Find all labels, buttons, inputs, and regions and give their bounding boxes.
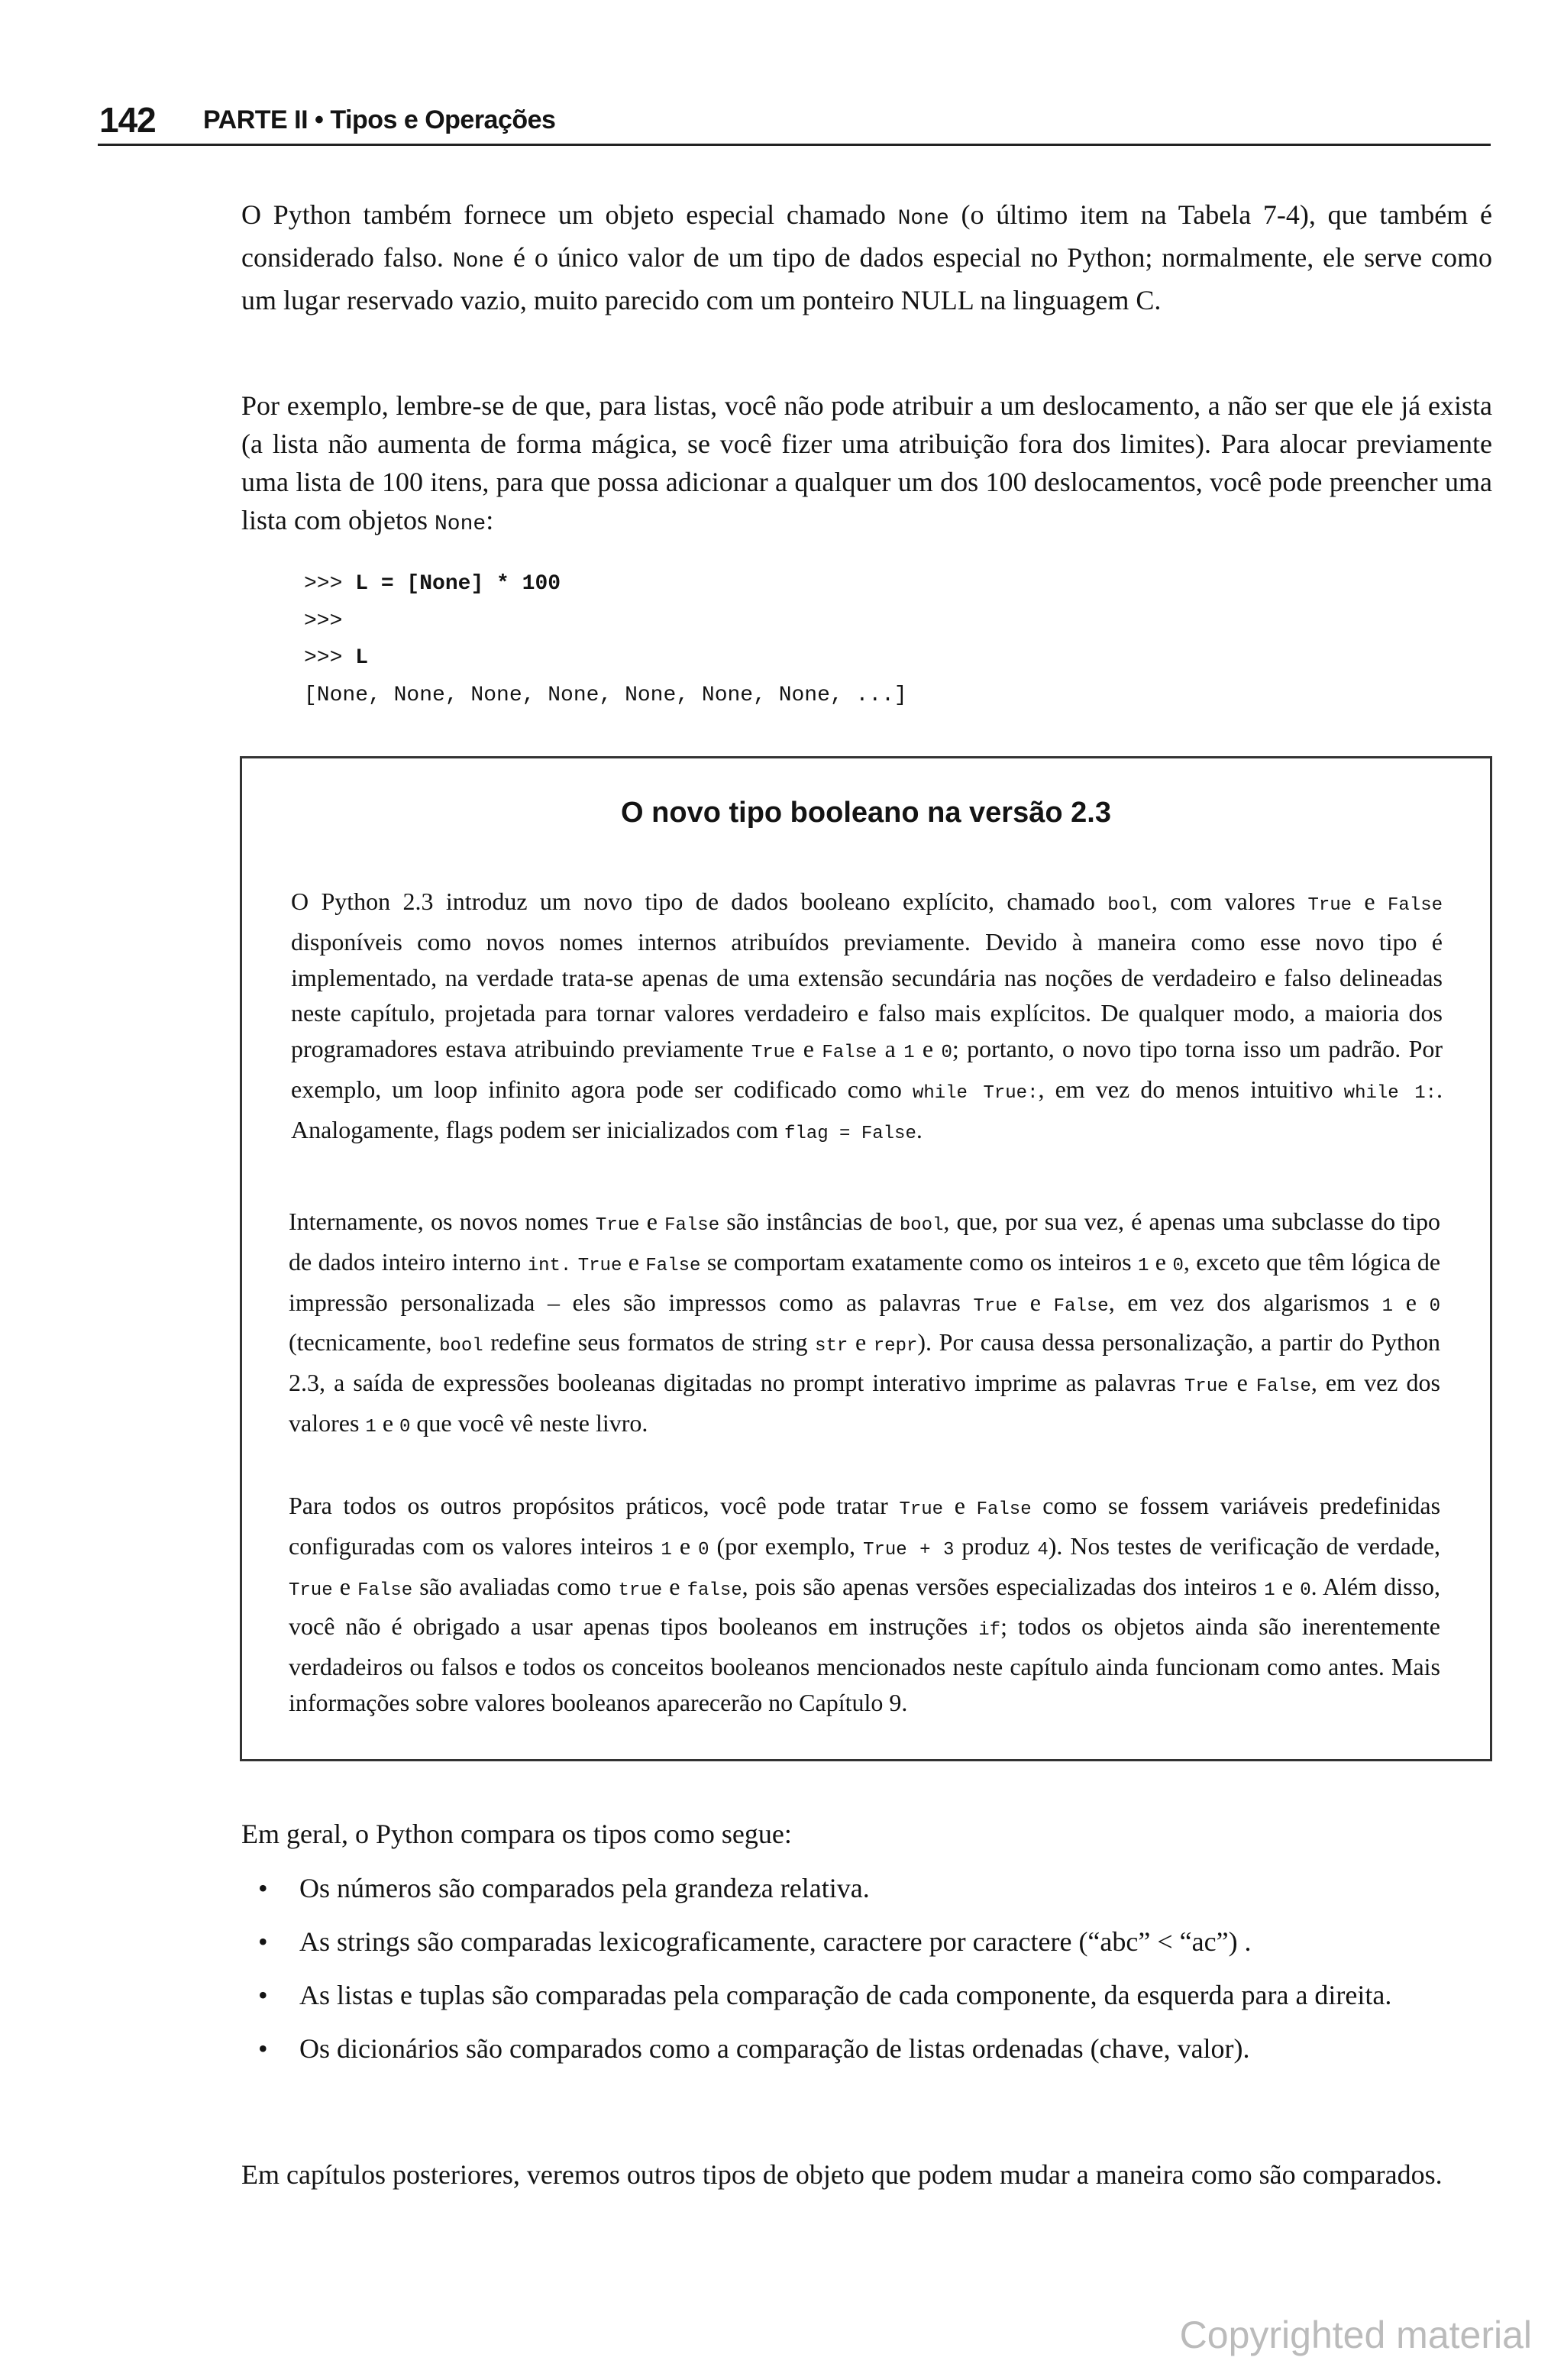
- bullet-icon: •: [258, 1926, 268, 1957]
- comparison-list: [241, 1868, 1492, 2082]
- sidebar-paragraph-1: O Python 2.3 introduz um novo tipo de dados booleano explícito, chamado bool, com valores True e False disponíveis como novos nomes internos atribuídos previamente. Devido à maneira como esse novo tipo é implementado, na verdade trata-se apenas de uma extensão secundária nas noções de verdadeiro e falso delineadas neste capítulo, projetada para tornar valores verdadeiro e falso mais explícitos. De qualquer modo, a maioria dos programadores estava atribuindo previamente True e False a 1 e 0; portanto, o novo tipo torna isso um padrão. Por exemplo, um loop infinito agora pode ser codificado como while True:, em vez do menos intuitivo while 1:. Analogamente, flags podem ser inicializados com flag = False.: [291, 888, 1443, 1144]
- page-header: [98, 96, 1491, 146]
- paragraph-none-object: O Python também fornece um objeto especial chamado None (o último item na Tabela 7-4), que também é considerado falso. None é o único valor de um tipo de dados especial no Python; normalmente, ele serve como um lugar reservado vazio, muito parecido com um ponteiro NULL na linguagem C.: [241, 199, 1492, 315]
- list-item: • Os dicionários são comparados como a comparação de listas ordenadas (chave, valor).: [241, 2029, 1492, 2068]
- list-item: • As strings são comparadas lexicograficamente, caractere por caractere (“abc” < “ac”) .: [241, 1922, 1492, 1961]
- paragraph-list-example: Por exemplo, lembre-se de que, para listas, você não pode atribuir a um deslocamento, a não ser que ele já exista (a lista não aumenta de forma mágica, se você fizer uma atribuição fora dos limites). Para alocar previamente uma lista de 100 itens, para que possa adicionar a qualquer um dos 100 deslocamentos, você pode preencher uma lista com objetos None:: [241, 390, 1492, 536]
- code-example: >>> L = [None] * 100 >>> >>> L [None, None, None, None, None, None, None, ...]: [304, 572, 907, 707]
- page-number: 142: [99, 100, 156, 140]
- code-output: [None, None, None, None, None, None, None, ...]: [304, 683, 907, 707]
- bullet-icon: •: [258, 1873, 268, 1903]
- list-item: • As listas e tuplas são comparadas pela comparação de cada componente, da esquerda para a direita.: [241, 1975, 1492, 2015]
- paragraph-conclusion: Em capítulos posteriores, veremos outros tipos de objeto que podem mudar a maneira como são comparados.: [241, 2159, 1443, 2190]
- running-head: PARTE II • Tipos e Operações: [203, 105, 556, 134]
- list-item: • Os números são comparados pela grandeza relativa.: [241, 1868, 1492, 1908]
- sidebar-title: O novo tipo booleano na versão 2.3: [621, 797, 1111, 829]
- sidebar-paragraph-3: Para todos os outros propósitos práticos, você pode tratar True e False como se fossem variáveis predefinidas configuradas com os valores inteiros 1 e 0 (por exemplo, True + 3 produz 4). Nos testes de verificação de verdade, True e False são avaliadas como true e false, pois são apenas versões especializadas dos inteiros 1 e 0. Além disso, você não é obrigado a usar apenas tipos booleanos em instruções if; todos os objetos ainda são inerentemente verdadeiros ou falsos e todos os conceitos booleanos mencionados neste capítulo ainda funcionam como antes. Mais informações sobre valores booleanos aparecerão no Capítulo 9.: [289, 1492, 1441, 1716]
- copyright-watermark: Copyrighted material: [1179, 2314, 1532, 2356]
- paragraph-comparison-intro: Em geral, o Python compara os tipos como segue:: [241, 1819, 792, 1849]
- bullet-icon: •: [258, 2033, 268, 2064]
- bullet-icon: •: [258, 1980, 268, 2010]
- sidebar-paragraph-2: Internamente, os novos nomes True e False são instâncias de bool, que, por sua vez, é apenas uma subclasse do tipo de dados inteiro interno int. True e False se comportam exatamente como os inteiros 1 e 0, exceto que têm lógica de impressão personalizada – eles são impressos como as palavras True e False, em vez dos algarismos 1 e 0 (tecnicamente, bool redefine seus formatos de string str e repr). Por causa dessa personalização, a partir do Python 2.3, a saída de expressões booleanas digitadas no prompt interativo imprime as palavras True e False, em vez dos valores 1 e 0 que você vê neste livro.: [289, 1208, 1441, 1437]
